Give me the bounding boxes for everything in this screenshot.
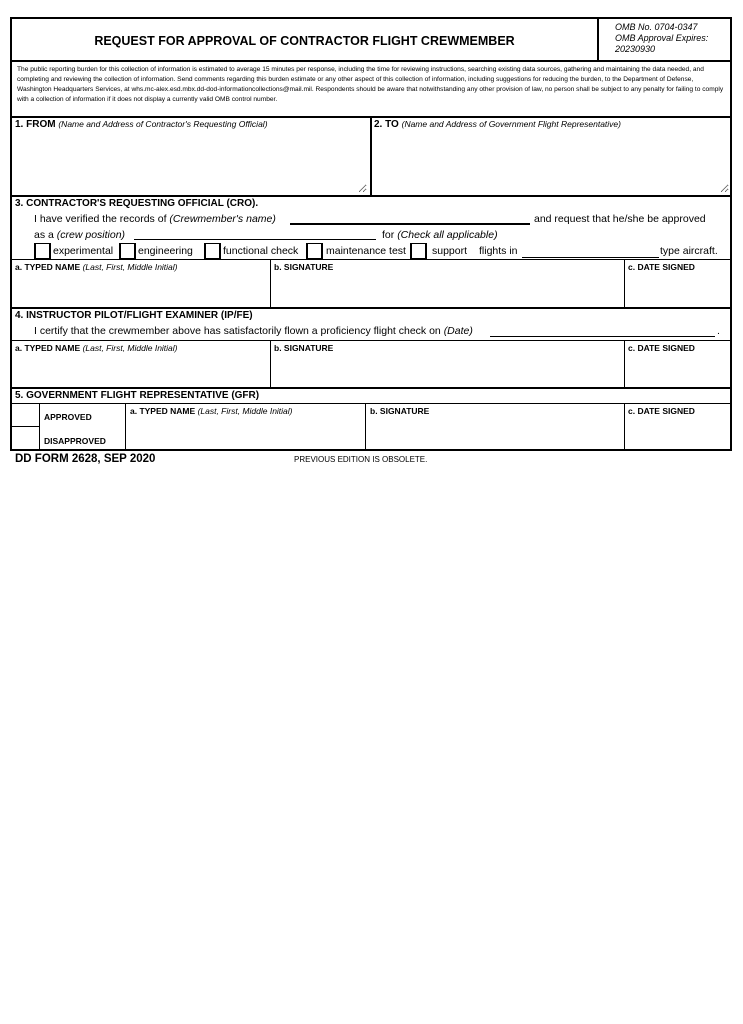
obsolete-notice: PREVIOUS EDITION IS OBSOLETE. <box>294 455 428 464</box>
form <box>10 17 732 451</box>
gfr-signature-field[interactable] <box>370 419 622 449</box>
aircraft-type-field[interactable] <box>522 257 659 258</box>
check-all-label: for (Check all applicable) <box>382 229 498 241</box>
ipfe-signature-field[interactable] <box>274 356 622 386</box>
maintenance-test-label: maintenance test <box>326 245 406 257</box>
flights-in-label: flights in <box>479 245 518 257</box>
disapproved-checkbox[interactable] <box>12 427 40 451</box>
ipfe-date-field[interactable] <box>628 356 728 386</box>
form-number: DD FORM 2628, SEP 2020 <box>15 453 156 465</box>
gfr-date-field[interactable] <box>628 419 728 449</box>
to-field[interactable] <box>374 133 729 193</box>
maintenance-test-checkbox[interactable] <box>306 243 323 259</box>
gfr-typed-name-label: a. TYPED NAME (Last, First, Middle Initial) <box>130 406 293 416</box>
omb-number: OMB No. 0704-0347 <box>615 22 698 32</box>
approved-label: APPROVED <box>44 412 92 422</box>
gfr-signature-label: b. SIGNATURE <box>370 406 430 416</box>
ipfe-date-label: c. DATE SIGNED <box>628 343 695 353</box>
section4-title: 4. INSTRUCTOR PILOT/FLIGHT EXAMINER (IP/FE) <box>15 310 253 321</box>
section5-title: 5. GOVERNMENT FLIGHT REPRESENTATIVE (GFR) <box>15 390 260 401</box>
crew-position-field[interactable] <box>134 239 376 240</box>
cro-line2: as a (crew position) <box>34 229 126 241</box>
section3-title: 3. CONTRACTOR'S REQUESTING OFFICIAL (CRO). <box>15 198 259 209</box>
experimental-label: experimental <box>53 245 114 257</box>
to-label: 2. TO (Name and Address of Government Flight Representative) <box>374 119 621 130</box>
functional-check-checkbox[interactable] <box>204 243 221 259</box>
cro-signature-field[interactable] <box>274 275 622 305</box>
experimental-checkbox[interactable] <box>34 243 51 259</box>
support-label: support <box>432 245 468 257</box>
engineering-label: engineering <box>138 245 193 257</box>
cro-line1-end: and request that he/she be approved <box>534 213 706 225</box>
disapproved-label: DISAPPROVED <box>44 436 106 446</box>
ipfe-typed-name-label: a. TYPED NAME (Last, First, Middle Initial) <box>15 343 178 353</box>
form-title: REQUEST FOR APPROVAL OF CONTRACTOR FLIGHT CREWMEMBER <box>94 34 515 48</box>
type-aircraft-label: type aircraft. <box>660 245 718 257</box>
approved-checkbox[interactable] <box>12 403 40 427</box>
cro-date-field[interactable] <box>628 275 728 305</box>
cro-line1: I have verified the records of (Crewmember's name) <box>34 213 276 225</box>
crewmember-name-field[interactable] <box>290 223 530 225</box>
cro-typed-name-label: a. TYPED NAME (Last, First, Middle Initial) <box>15 262 178 272</box>
cro-signature-label: b. SIGNATURE <box>274 262 334 272</box>
gfr-typed-name-field[interactable] <box>130 419 362 449</box>
ipfe-typed-name-field[interactable] <box>15 356 267 386</box>
proficiency-date-field[interactable] <box>490 336 715 337</box>
gfr-date-label: c. DATE SIGNED <box>628 406 695 416</box>
functional-check-label: functional check <box>223 245 299 257</box>
from-label: 1. FROM (Name and Address of Contractor's Requesting Official) <box>15 119 268 130</box>
ipfe-certify-line: I certify that the crewmember above has satisfactorily flown a proficiency flight check on (Date) <box>34 325 473 337</box>
omb-info <box>615 22 708 55</box>
from-field[interactable] <box>15 133 367 193</box>
cro-typed-name-field[interactable] <box>15 275 267 305</box>
period: . <box>717 325 720 337</box>
omb-expiration-date: 20230930 <box>615 44 656 54</box>
omb-expires-label: OMB Approval Expires: <box>615 33 709 43</box>
engineering-checkbox[interactable] <box>119 243 136 259</box>
ipfe-signature-label: b. SIGNATURE <box>274 343 334 353</box>
burden-statement: The public reporting burden for this collection of information is estimated to average 15 minutes per response, including the time for reviewing instructions, searching existing data sources, gathering and maintaining the data needed, and completing and reviewing the collection of information. Send comments regarding this burden estimate or any other aspect of this collection of information, including suggestions for reducing the burden, to the Department of Defense, Washington Headquarters Services, at whs.mc-alex.esd.mbx.dd-dod-informationcollections@mail.mil. Respondents should be aware that notwithstanding any other provision of law, no person shall be subject to any penalty for failing to comply with a collection of information if it does not display a currently valid OMB control number. <box>17 66 724 103</box>
cro-date-label: c. DATE SIGNED <box>628 262 695 272</box>
support-checkbox[interactable] <box>410 243 427 259</box>
